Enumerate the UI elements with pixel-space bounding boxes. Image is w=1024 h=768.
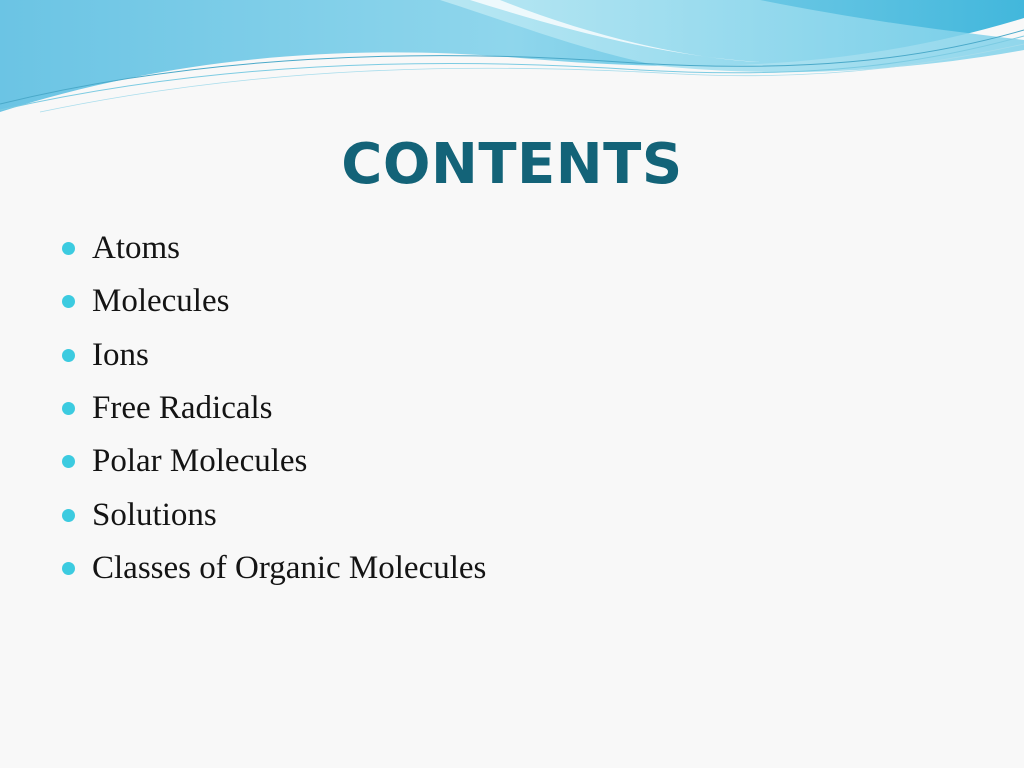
- bullet-dot-icon: [62, 242, 75, 255]
- bullet-dot-icon: [62, 402, 75, 415]
- list-item-label: Free Radicals: [92, 390, 273, 427]
- header-wave-decoration: [0, 0, 1024, 120]
- slide-title: CONTENTS: [341, 132, 683, 197]
- bullet-dot-icon: [62, 349, 75, 362]
- list-item-label: Solutions: [92, 496, 217, 533]
- list-item-label: Atoms: [92, 230, 181, 267]
- list-item: [62, 329, 486, 382]
- list-item: [62, 275, 486, 328]
- list-item: [62, 488, 486, 541]
- list-item: [62, 382, 486, 435]
- bullet-list: [62, 222, 486, 595]
- list-item: [62, 222, 486, 275]
- list-item: [62, 542, 486, 595]
- list-item-label: Molecules: [92, 283, 230, 320]
- bullet-dot-icon: [62, 509, 75, 522]
- bullet-dot-icon: [62, 455, 75, 468]
- bullet-dot-icon: [62, 295, 75, 308]
- list-item-label: Ions: [92, 336, 149, 373]
- bullet-dot-icon: [62, 562, 75, 575]
- list-item-label: Polar Molecules: [92, 443, 308, 480]
- list-item: [62, 435, 486, 488]
- list-item-label: Classes of Organic Molecules: [92, 549, 487, 586]
